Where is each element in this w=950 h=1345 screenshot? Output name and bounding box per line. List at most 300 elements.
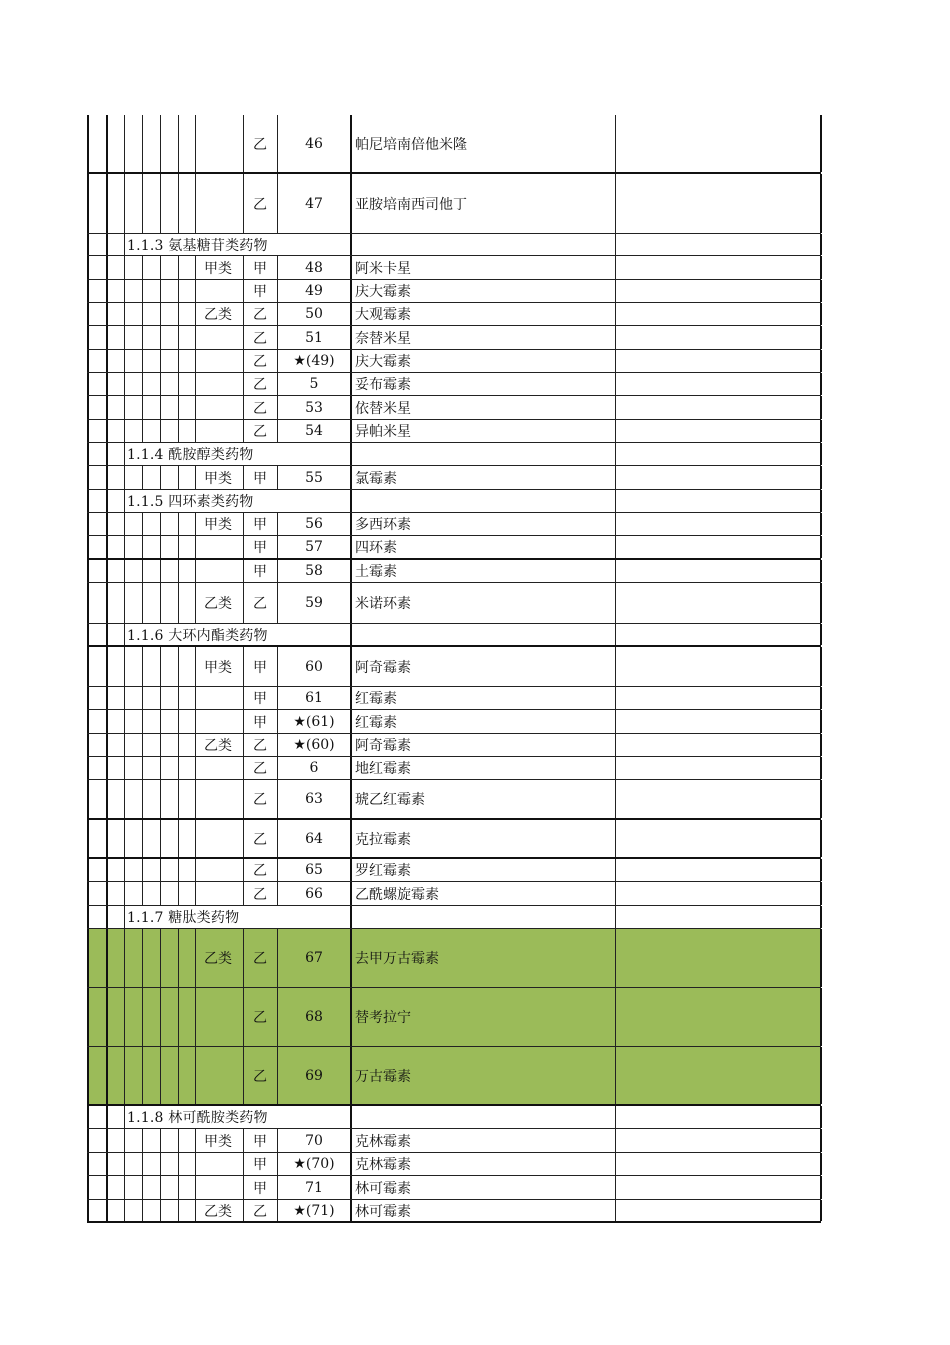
column-divider bbox=[124, 647, 125, 686]
column-divider bbox=[615, 1176, 616, 1199]
drug-class-cell bbox=[196, 373, 240, 395]
column-divider bbox=[615, 1129, 616, 1152]
drug-number-cell: 61 bbox=[305, 690, 323, 706]
column-divider bbox=[106, 859, 108, 881]
column-divider bbox=[87, 115, 89, 172]
drug-grade-cell: 乙 bbox=[253, 886, 267, 903]
column-divider bbox=[615, 734, 616, 756]
column-divider bbox=[178, 882, 179, 905]
column-divider bbox=[350, 373, 352, 395]
column-divider bbox=[615, 174, 616, 233]
column-divider bbox=[160, 1129, 161, 1152]
column-divider bbox=[178, 687, 179, 709]
table-row bbox=[87, 1047, 821, 1106]
column-divider bbox=[106, 710, 108, 733]
column-divider bbox=[142, 326, 143, 349]
column-divider bbox=[142, 256, 143, 279]
column-divider bbox=[142, 1176, 143, 1199]
column-divider bbox=[106, 396, 108, 419]
column-divider bbox=[124, 256, 125, 279]
drug-name-cell: 乙酰螺旋霉素 bbox=[355, 886, 439, 903]
column-divider bbox=[160, 929, 161, 987]
column-divider bbox=[820, 859, 822, 881]
column-divider bbox=[124, 326, 125, 349]
drug-name-cell: 异帕米星 bbox=[355, 424, 411, 440]
column-divider bbox=[160, 373, 161, 395]
column-divider bbox=[106, 1047, 108, 1104]
column-divider bbox=[106, 1153, 108, 1175]
column-divider bbox=[178, 560, 179, 582]
drug-class-cell: 乙类 bbox=[204, 738, 232, 754]
column-divider bbox=[87, 420, 89, 442]
column-divider bbox=[615, 859, 616, 881]
drug-class-cell bbox=[196, 1047, 240, 1104]
column-divider bbox=[160, 583, 161, 623]
column-divider bbox=[124, 466, 125, 489]
section-header-row bbox=[87, 624, 821, 647]
column-divider bbox=[350, 859, 352, 881]
column-divider bbox=[350, 1153, 352, 1175]
table-row bbox=[87, 396, 821, 420]
column-divider bbox=[615, 234, 616, 255]
table-row bbox=[87, 1200, 821, 1223]
section-header-row bbox=[87, 906, 821, 929]
column-divider bbox=[178, 420, 179, 442]
column-divider bbox=[350, 1129, 352, 1152]
drug-number-cell: 50 bbox=[305, 306, 323, 322]
column-divider bbox=[124, 882, 125, 905]
drug-name-cell: 多西环素 bbox=[355, 517, 411, 533]
drug-name-cell: 罗红霉素 bbox=[355, 863, 411, 879]
column-divider bbox=[87, 513, 89, 535]
column-divider bbox=[820, 734, 822, 756]
column-divider bbox=[142, 350, 143, 372]
column-divider bbox=[124, 1176, 125, 1199]
column-divider bbox=[820, 256, 822, 279]
column-divider bbox=[615, 1047, 616, 1104]
drug-grade-cell: 甲 bbox=[253, 1157, 267, 1173]
drug-class-cell bbox=[196, 396, 240, 419]
column-divider bbox=[350, 280, 352, 302]
column-divider bbox=[142, 396, 143, 419]
column-divider bbox=[160, 466, 161, 489]
column-divider bbox=[106, 687, 108, 709]
column-divider bbox=[160, 350, 161, 372]
drug-name-cell: 亚胺培南西司他丁 bbox=[355, 196, 467, 213]
drug-class-cell bbox=[196, 350, 240, 372]
column-divider bbox=[615, 1200, 616, 1221]
table-row bbox=[87, 420, 821, 443]
column-divider bbox=[160, 420, 161, 442]
column-divider bbox=[820, 1047, 822, 1104]
drug-grade-cell: 乙 bbox=[253, 738, 267, 754]
drug-class-cell bbox=[196, 536, 240, 558]
column-divider bbox=[106, 647, 108, 686]
drug-grade-cell: 乙 bbox=[253, 400, 267, 417]
column-divider bbox=[820, 710, 822, 733]
section-header-row bbox=[87, 234, 821, 256]
column-divider bbox=[820, 647, 822, 686]
column-divider bbox=[87, 1129, 89, 1152]
drug-grade-cell: 甲 bbox=[253, 470, 267, 487]
drug-class-cell: 甲类 bbox=[204, 1133, 232, 1150]
column-divider bbox=[820, 583, 822, 623]
column-divider bbox=[350, 396, 352, 419]
column-divider bbox=[820, 687, 822, 709]
drug-name-cell: 庆大霉素 bbox=[355, 284, 411, 300]
column-divider bbox=[820, 443, 822, 465]
column-divider bbox=[350, 174, 352, 233]
column-divider bbox=[350, 536, 352, 558]
column-divider bbox=[106, 373, 108, 395]
drug-name-cell: 克林霉素 bbox=[355, 1157, 411, 1173]
column-divider bbox=[820, 1129, 822, 1152]
column-divider bbox=[615, 647, 616, 686]
drug-name-cell: 去甲万古霉素 bbox=[355, 951, 439, 967]
column-divider bbox=[106, 1106, 108, 1128]
drug-grade-cell: 乙 bbox=[253, 377, 267, 393]
drug-grade-cell: 甲 bbox=[253, 540, 267, 556]
table-row bbox=[87, 988, 821, 1047]
drug-name-cell: 克拉霉素 bbox=[355, 831, 411, 848]
column-divider bbox=[142, 560, 143, 582]
column-divider bbox=[615, 757, 616, 779]
column-divider bbox=[820, 1106, 822, 1128]
table-row bbox=[87, 373, 821, 396]
column-divider bbox=[820, 396, 822, 419]
column-divider bbox=[142, 303, 143, 325]
column-divider bbox=[160, 1047, 161, 1104]
column-divider bbox=[106, 280, 108, 302]
drug-name-cell: 大观霉素 bbox=[355, 307, 411, 323]
column-divider bbox=[142, 647, 143, 686]
column-divider bbox=[820, 350, 822, 372]
drug-grade-cell: 甲 bbox=[253, 517, 267, 533]
column-divider bbox=[178, 757, 179, 779]
table-row bbox=[87, 466, 821, 490]
column-divider bbox=[178, 780, 179, 818]
column-divider bbox=[124, 396, 125, 419]
drug-number-cell: 67 bbox=[305, 950, 323, 966]
column-divider bbox=[178, 536, 179, 558]
column-divider bbox=[615, 513, 616, 535]
column-divider bbox=[178, 820, 179, 857]
drug-grade-cell: 乙 bbox=[253, 792, 267, 808]
column-divider bbox=[160, 174, 161, 233]
column-divider bbox=[350, 560, 352, 582]
drug-number-cell: 58 bbox=[305, 563, 323, 579]
column-divider bbox=[87, 859, 89, 881]
column-divider bbox=[124, 929, 125, 987]
drug-name-cell: 庆大霉素 bbox=[355, 354, 411, 370]
column-divider bbox=[106, 513, 108, 535]
column-divider bbox=[106, 466, 108, 489]
column-divider bbox=[178, 115, 179, 172]
table-row bbox=[87, 687, 821, 710]
drug-number-cell: 6 bbox=[309, 760, 319, 776]
column-divider bbox=[160, 303, 161, 325]
column-divider bbox=[124, 373, 125, 395]
column-divider bbox=[615, 1106, 616, 1128]
column-divider bbox=[350, 988, 352, 1046]
column-divider bbox=[615, 303, 616, 325]
drug-grade-cell: 甲 bbox=[253, 1133, 267, 1150]
column-divider bbox=[160, 536, 161, 558]
column-divider bbox=[820, 513, 822, 535]
column-divider bbox=[178, 988, 179, 1046]
column-divider bbox=[87, 373, 89, 395]
column-divider bbox=[820, 490, 822, 512]
column-divider bbox=[87, 326, 89, 349]
column-divider bbox=[124, 536, 125, 558]
column-divider bbox=[124, 115, 125, 172]
column-divider bbox=[615, 280, 616, 302]
column-divider bbox=[142, 780, 143, 818]
column-divider bbox=[106, 624, 108, 645]
column-divider bbox=[106, 174, 108, 233]
drug-name-cell: 四环素 bbox=[355, 540, 397, 556]
column-divider bbox=[350, 583, 352, 623]
column-divider bbox=[124, 820, 125, 857]
column-divider bbox=[124, 757, 125, 779]
column-divider bbox=[178, 1047, 179, 1104]
column-divider bbox=[142, 687, 143, 709]
column-divider bbox=[350, 734, 352, 756]
drug-number-cell: 70 bbox=[305, 1132, 323, 1149]
column-divider bbox=[820, 373, 822, 395]
column-divider bbox=[142, 420, 143, 442]
column-divider bbox=[142, 513, 143, 535]
drug-grade-cell: 乙 bbox=[253, 831, 267, 848]
column-divider bbox=[124, 734, 125, 756]
column-divider bbox=[87, 560, 89, 582]
column-divider bbox=[87, 882, 89, 905]
column-divider bbox=[124, 174, 125, 233]
drug-grade-cell: 甲 bbox=[253, 1180, 267, 1197]
section-header-row bbox=[87, 1106, 821, 1129]
drug-name-cell: 奈替米星 bbox=[355, 330, 411, 347]
column-divider bbox=[106, 734, 108, 756]
column-divider bbox=[820, 1200, 822, 1221]
column-divider bbox=[142, 1153, 143, 1175]
column-divider bbox=[350, 1176, 352, 1199]
drug-name-cell: 替考拉宁 bbox=[355, 1010, 411, 1026]
column-divider bbox=[106, 780, 108, 818]
column-divider bbox=[615, 466, 616, 489]
column-divider bbox=[87, 280, 89, 302]
column-divider bbox=[615, 443, 616, 465]
column-divider bbox=[87, 490, 89, 512]
column-divider bbox=[615, 420, 616, 442]
table-row bbox=[87, 536, 821, 560]
column-divider bbox=[106, 115, 108, 172]
column-divider bbox=[350, 1047, 352, 1104]
column-divider bbox=[87, 256, 89, 279]
column-divider bbox=[142, 174, 143, 233]
column-divider bbox=[350, 929, 352, 987]
column-divider bbox=[124, 1200, 125, 1221]
column-divider bbox=[87, 583, 89, 623]
column-divider bbox=[106, 326, 108, 349]
column-divider bbox=[350, 303, 352, 325]
column-divider bbox=[124, 583, 125, 623]
column-divider bbox=[160, 1200, 161, 1221]
column-divider bbox=[87, 443, 89, 465]
column-divider bbox=[615, 350, 616, 372]
column-divider bbox=[178, 1200, 179, 1221]
drug-grade-cell: 乙 bbox=[253, 1203, 267, 1220]
column-divider bbox=[106, 988, 108, 1046]
drug-class-cell bbox=[196, 859, 240, 881]
column-divider bbox=[178, 583, 179, 623]
section-title: 1.1.3 氨基糖苷类药物 bbox=[127, 237, 268, 254]
drug-name-cell: 林可霉素 bbox=[355, 1180, 411, 1197]
column-divider bbox=[615, 820, 616, 857]
column-divider bbox=[160, 513, 161, 535]
drug-class-cell: 乙类 bbox=[204, 951, 232, 967]
column-divider bbox=[178, 303, 179, 325]
drug-grade-cell: 甲 bbox=[253, 714, 267, 731]
drug-grade-cell: 甲 bbox=[253, 260, 267, 277]
table-row bbox=[87, 513, 821, 536]
column-divider bbox=[124, 687, 125, 709]
column-divider bbox=[615, 624, 616, 645]
drug-grade-cell: 甲 bbox=[253, 284, 267, 300]
drug-class-cell bbox=[196, 1176, 240, 1199]
table-row bbox=[87, 326, 821, 350]
column-divider bbox=[124, 420, 125, 442]
column-divider bbox=[160, 988, 161, 1046]
column-divider bbox=[820, 929, 822, 987]
column-divider bbox=[87, 687, 89, 709]
column-divider bbox=[124, 1129, 125, 1152]
column-divider bbox=[350, 256, 352, 279]
column-divider bbox=[142, 280, 143, 302]
drug-grade-cell: 甲 bbox=[253, 691, 267, 707]
drug-grade-cell: 乙 bbox=[253, 1010, 267, 1026]
column-divider bbox=[142, 115, 143, 172]
table-row bbox=[87, 303, 821, 326]
column-divider bbox=[106, 560, 108, 582]
column-divider bbox=[87, 174, 89, 233]
drug-number-cell: 69 bbox=[305, 1067, 323, 1084]
table-row bbox=[87, 859, 821, 882]
column-divider bbox=[106, 820, 108, 857]
column-divider bbox=[350, 882, 352, 905]
column-divider bbox=[178, 373, 179, 395]
column-divider bbox=[142, 882, 143, 905]
drug-class-cell: 甲类 bbox=[204, 517, 232, 533]
drug-grade-cell: 乙 bbox=[253, 761, 267, 777]
drug-number-cell: ★(70) bbox=[293, 1156, 335, 1172]
column-divider bbox=[178, 280, 179, 302]
drug-class-cell bbox=[196, 326, 240, 349]
section-title: 1.1.7 糖肽类药物 bbox=[127, 910, 240, 926]
drug-grade-cell: 乙 bbox=[253, 196, 267, 213]
column-divider bbox=[142, 988, 143, 1046]
column-divider bbox=[142, 1047, 143, 1104]
column-divider bbox=[820, 1176, 822, 1199]
column-divider bbox=[615, 1153, 616, 1175]
column-divider bbox=[160, 647, 161, 686]
column-divider bbox=[106, 420, 108, 442]
drug-class-cell: 乙类 bbox=[204, 1203, 232, 1220]
column-divider bbox=[87, 234, 89, 255]
column-divider bbox=[124, 859, 125, 881]
column-divider bbox=[124, 710, 125, 733]
table-row bbox=[87, 560, 821, 583]
column-divider bbox=[350, 466, 352, 489]
drug-grade-cell: 乙 bbox=[253, 863, 267, 879]
column-divider bbox=[142, 583, 143, 623]
drug-class-cell bbox=[196, 757, 240, 779]
column-divider bbox=[615, 256, 616, 279]
table-row bbox=[87, 882, 821, 906]
column-divider bbox=[142, 757, 143, 779]
column-divider bbox=[106, 443, 108, 465]
drug-class-cell bbox=[196, 420, 240, 442]
column-divider bbox=[820, 234, 822, 255]
drug-name-cell: 林可霉素 bbox=[355, 1203, 411, 1220]
column-divider bbox=[87, 820, 89, 857]
drug-class-cell bbox=[196, 710, 240, 733]
drug-name-cell: 帕尼培南倍他米隆 bbox=[355, 136, 467, 153]
column-divider bbox=[615, 490, 616, 512]
column-divider bbox=[87, 988, 89, 1046]
column-divider bbox=[160, 734, 161, 756]
table-row bbox=[87, 757, 821, 780]
column-divider bbox=[178, 466, 179, 489]
column-divider bbox=[106, 1176, 108, 1199]
drug-grade-cell: 乙 bbox=[253, 1068, 267, 1085]
column-divider bbox=[160, 882, 161, 905]
column-divider bbox=[106, 234, 108, 255]
drug-grade-cell: 甲 bbox=[253, 659, 267, 676]
column-divider bbox=[87, 929, 89, 987]
drug-name-cell: 琥乙红霉素 bbox=[355, 792, 425, 808]
column-divider bbox=[106, 583, 108, 623]
drug-number-cell: ★(71) bbox=[293, 1202, 335, 1219]
column-divider bbox=[106, 929, 108, 987]
column-divider bbox=[142, 734, 143, 756]
column-divider bbox=[350, 326, 352, 349]
column-divider bbox=[178, 326, 179, 349]
column-divider bbox=[160, 780, 161, 818]
column-divider bbox=[820, 280, 822, 302]
table-row bbox=[87, 174, 821, 234]
drug-name-cell: 土霉素 bbox=[355, 564, 397, 580]
column-divider bbox=[142, 1200, 143, 1221]
column-divider bbox=[124, 303, 125, 325]
column-divider bbox=[106, 1129, 108, 1152]
column-divider bbox=[178, 710, 179, 733]
column-divider bbox=[124, 780, 125, 818]
column-divider bbox=[106, 882, 108, 905]
column-divider bbox=[615, 326, 616, 349]
column-divider bbox=[820, 757, 822, 779]
drug-class-cell: 甲类 bbox=[204, 470, 232, 487]
drug-name-cell: 米诺环素 bbox=[355, 596, 411, 612]
column-divider bbox=[820, 560, 822, 582]
column-divider bbox=[615, 906, 616, 928]
column-divider bbox=[160, 687, 161, 709]
column-divider bbox=[87, 1153, 89, 1175]
drug-class-cell bbox=[196, 988, 240, 1046]
section-header-row bbox=[87, 490, 821, 513]
drug-grade-cell: 乙 bbox=[253, 596, 267, 612]
column-divider bbox=[87, 466, 89, 489]
column-divider bbox=[106, 536, 108, 558]
